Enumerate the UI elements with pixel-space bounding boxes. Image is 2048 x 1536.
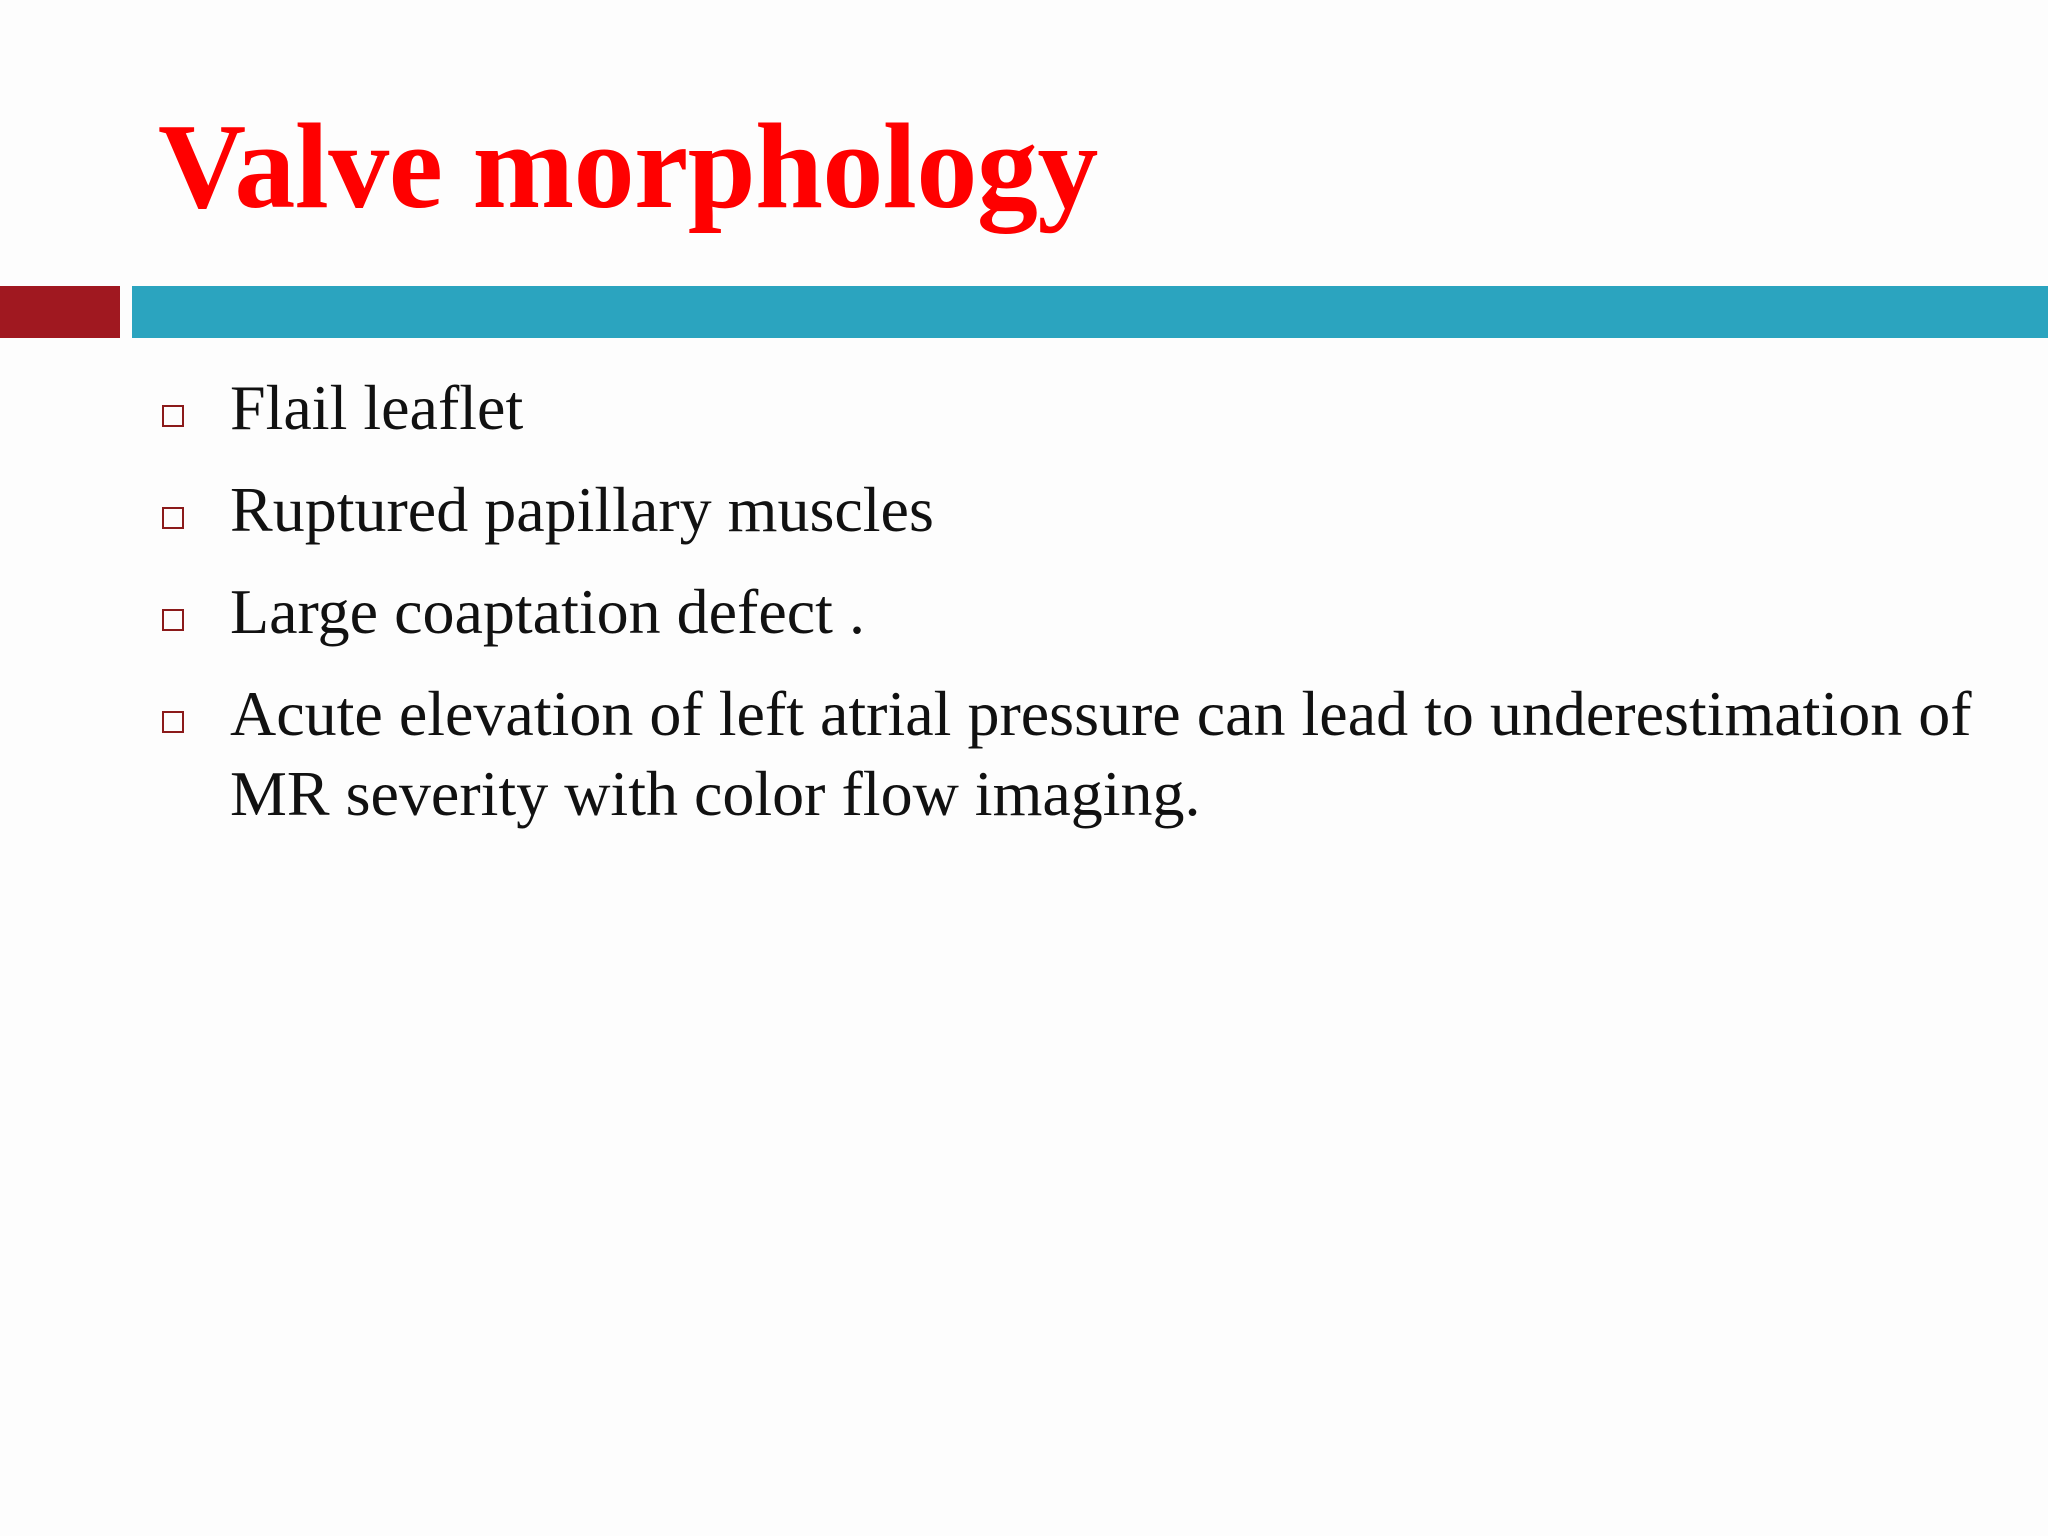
slide-title: Valve morphology [158, 99, 1098, 234]
bullet-item [160, 674, 1980, 834]
accent-bar-red [0, 286, 120, 338]
bullet-item [160, 470, 1980, 550]
bullet-text: Flail leaflet [230, 372, 524, 443]
bullet-text: Large coaptation defect . [230, 576, 865, 647]
hollow-square-bullet-icon [162, 507, 184, 529]
accent-bar-teal [132, 286, 2048, 338]
hollow-square-bullet-icon [162, 609, 184, 631]
bullet-item [160, 368, 1980, 448]
bullet-text: Ruptured papillary muscles [230, 474, 934, 545]
hollow-square-bullet-icon [162, 405, 184, 427]
hollow-square-bullet-icon [162, 711, 184, 733]
bullet-text: Acute elevation of left atrial pressure can lead to underestimation of MR severity with color flow imaging. [230, 678, 1972, 829]
bullet-item [160, 572, 1980, 652]
bullet-list [160, 368, 1980, 856]
